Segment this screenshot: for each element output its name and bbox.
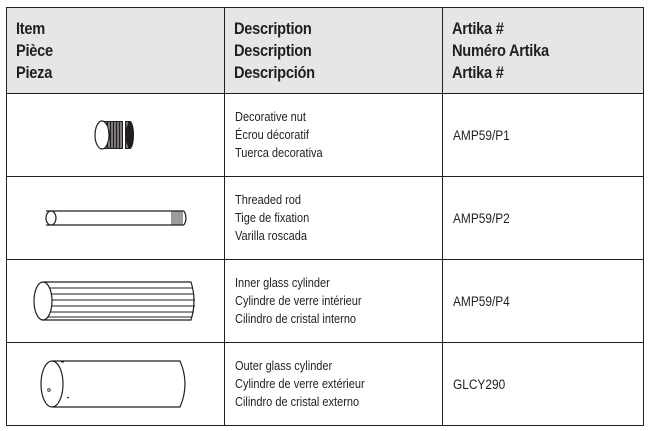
- part-number: AMP59/P4: [453, 293, 510, 309]
- inner-glass-cylinder-icon: [33, 280, 199, 322]
- table-row: [7, 177, 644, 260]
- description-fr: Écrou décoratif: [235, 128, 309, 142]
- description-cell: [225, 260, 443, 343]
- header-description-es: Descripción: [234, 62, 315, 82]
- header-item-en: Item: [16, 18, 46, 38]
- header-item-fr: Pièce: [16, 40, 53, 60]
- description-es: Cilindro de cristal externo: [235, 395, 360, 409]
- description-en: Outer glass cylinder: [235, 359, 333, 373]
- description-cell: [225, 343, 443, 426]
- description-en: Decorative nut: [235, 110, 306, 124]
- header-number-fr: Numéro Artika: [452, 40, 549, 60]
- description-fr: Tige de fixation: [235, 211, 310, 225]
- description-cell: [225, 94, 443, 177]
- header-number: [443, 8, 644, 94]
- header-number-es: Artika #: [452, 62, 504, 82]
- description-fr: Cylindre de verre intérieur: [235, 294, 362, 308]
- item-image-cell: [7, 343, 225, 426]
- table-row: [7, 260, 644, 343]
- part-number-cell: [443, 177, 644, 260]
- threaded-rod-icon: [41, 208, 191, 228]
- part-number-cell: [443, 94, 644, 177]
- header-item: [7, 8, 225, 94]
- outer-glass-cylinder-icon: [40, 359, 192, 409]
- parts-table: [6, 7, 644, 426]
- description-es: Cilindro de cristal interno: [235, 312, 357, 326]
- decorative-nut-icon: [92, 118, 140, 152]
- description-cell: [225, 177, 443, 260]
- description-es: Tuerca decorativa: [235, 146, 323, 160]
- header-row: [7, 8, 644, 94]
- part-number-cell: [443, 343, 644, 426]
- part-number: AMP59/P1: [453, 127, 510, 143]
- header-description: [225, 8, 443, 94]
- description-fr: Cylindre de verre extérieur: [235, 377, 365, 391]
- description-es: Varilla roscada: [235, 229, 307, 243]
- header-item-es: Pieza: [16, 62, 53, 82]
- description-en: Threaded rod: [235, 193, 302, 207]
- description-en: Inner glass cylinder: [235, 276, 330, 290]
- table-row: [7, 343, 644, 426]
- table-row: [7, 94, 644, 177]
- part-number-cell: [443, 260, 644, 343]
- header-number-en: Artika #: [452, 18, 504, 38]
- item-image-cell: [7, 94, 225, 177]
- item-image-cell: [7, 260, 225, 343]
- part-number: AMP59/P2: [453, 210, 510, 226]
- item-image-cell: [7, 177, 225, 260]
- header-description-en: Description: [234, 18, 312, 38]
- header-description-fr: Description: [234, 40, 312, 60]
- part-number: GLCY290: [453, 376, 506, 392]
